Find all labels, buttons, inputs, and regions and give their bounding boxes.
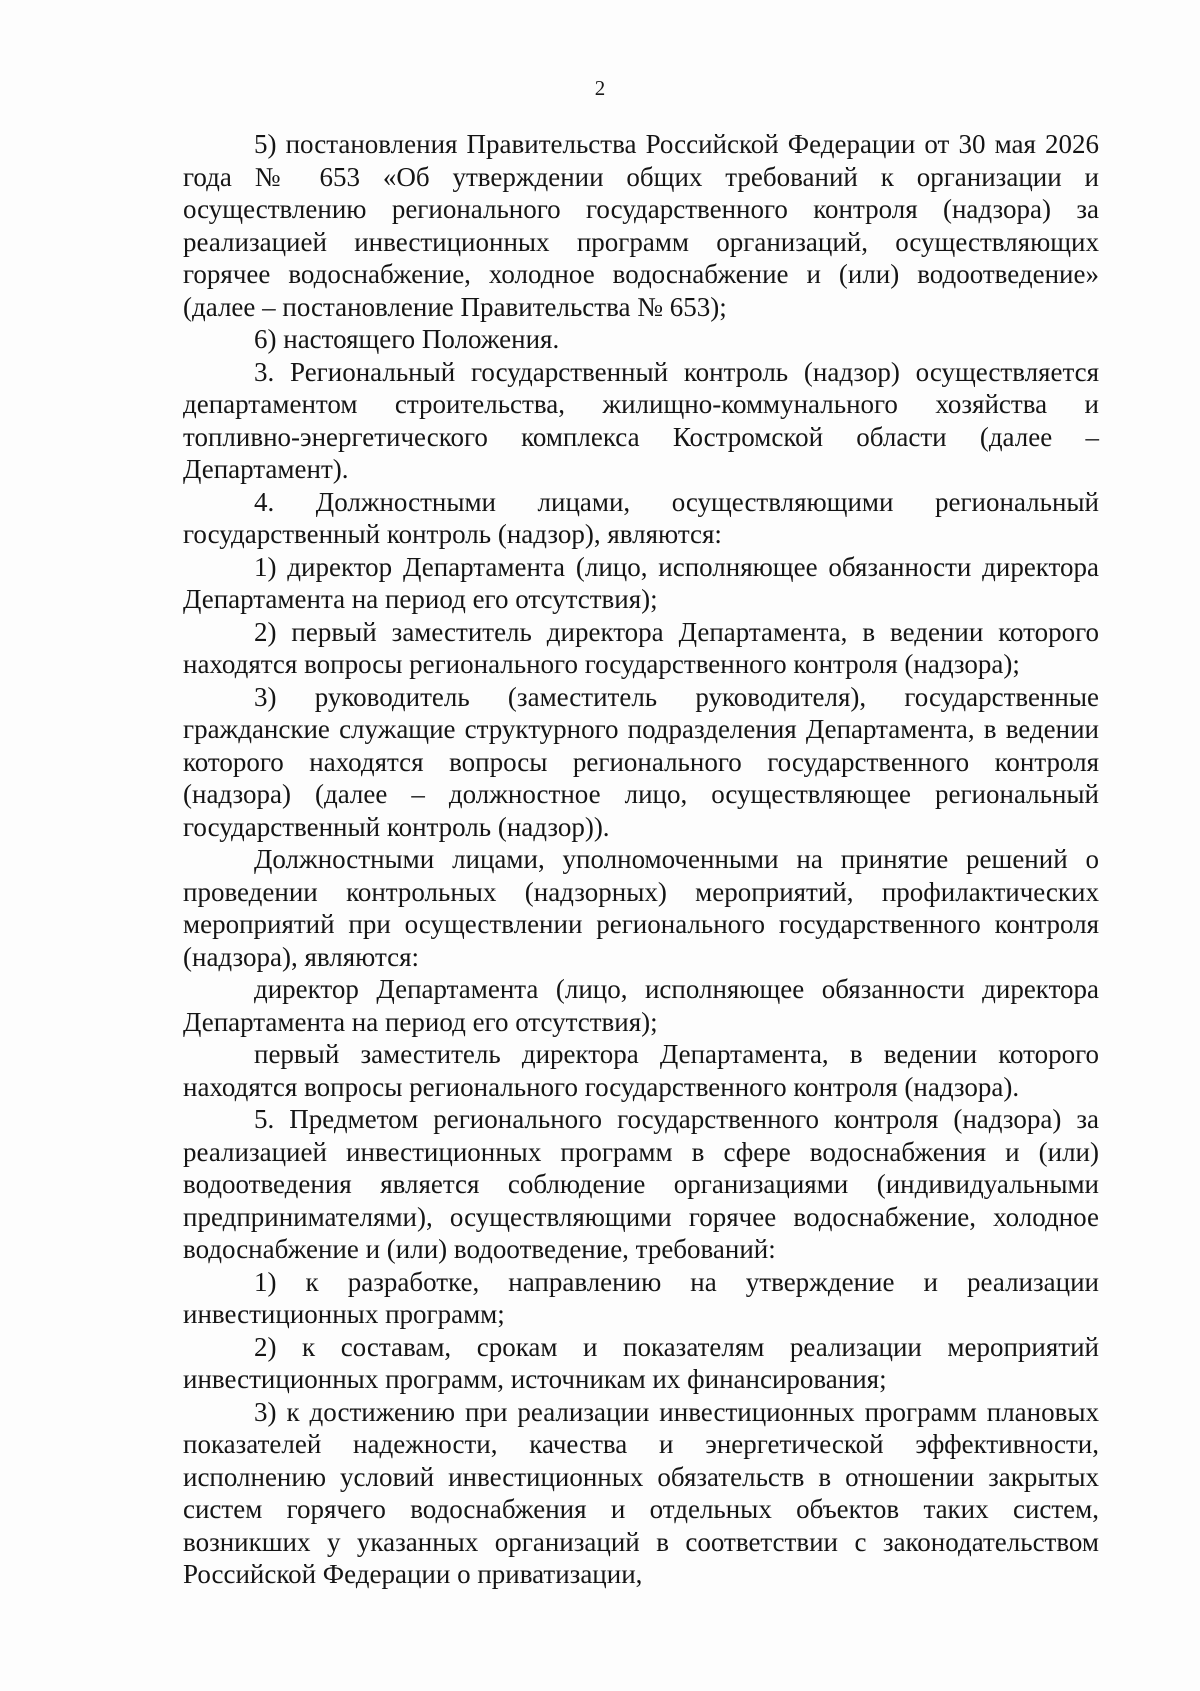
- paragraph-authorized-deputy: первый заместитель директора Департамента, в ведении которого находятся вопросы регионального государственного контроля (надзора).: [183, 1039, 1099, 1102]
- paragraph-authorized-director: директор Департамента (лицо, исполняющее обязанности директора Департамента на период его отсутствия);: [183, 974, 1099, 1037]
- paragraph-item-6: 6) настоящего Положения.: [254, 324, 560, 354]
- paragraph-authorized-officials: Должностными лицами, уполномоченными на принятие решений о проведении контрольных (надзорных) мероприятий, профилактических мероприятий при осуществлении регионального государственного контроля (надзора), являются:: [183, 844, 1099, 972]
- paragraph-section-5-item-1: 1) к разработке, направлению на утверждение и реализации инвестиционных программ;: [183, 1266, 1099, 1329]
- paragraph-section-5-item-3: 3) к достижению при реализации инвестиционных программ плановых показателей надежности, качества и энергетической эффективности, исполнению условий инвестиционных обязательств в отношении закрытых систем горячего водоснабжения и отдельных объектов таких систем, возникших у указанных организаций в соответствии с законодательством Российской Федерации о приватизации,: [183, 1396, 1099, 1589]
- page-number: 2: [594, 76, 606, 100]
- paragraph-item-5: 5) постановления Правительства Российской Федерации от 30 мая 2026 года № 653 «Об утверждении общих требований к организации и осуществлению регионального государственного контроля (надзора) за реализацией инвестиционных программ организаций, осуществляющих горячее водоснабжение, холодное водоснабжение и (или) водоотведение» (далее – постановление Правительства № 653);: [183, 129, 1099, 322]
- paragraph-section-4-item-2: 2) первый заместитель директора Департамента, в ведении которого находятся вопросы регионального государственного контроля (надзора);: [183, 616, 1099, 679]
- paragraph-section-3: 3. Региональный государственный контроль (надзор) осуществляется департаментом строительства, жилищно-коммунального хозяйства и топливно-энергетического комплекса Костромской области (далее – Департамент).: [183, 356, 1099, 484]
- document-body: [183, 128, 1099, 1591]
- paragraph-section-4-item-1: 1) директор Департамента (лицо, исполняющее обязанности директора Департамента на период его отсутствия);: [183, 551, 1099, 614]
- paragraph-section-4-item-3: 3) руководитель (заместитель руководителя), государственные гражданские служащие структурного подразделения Департамента, в ведении которого находятся вопросы регионального государственного контроля (надзора) (далее – должностное лицо, осуществляющее региональный государственный контроль (надзор)).: [183, 681, 1099, 842]
- paragraph-section-5: 5. Предметом регионального государственного контроля (надзора) за реализацией инвестиционных программ в сфере водоснабжения и (или) водоотведения является соблюдение организациями (индивидуальными предпринимателями), осуществляющими горячее водоснабжение, холодное водоснабжение и (или) водоотведение, требований:: [183, 1104, 1099, 1264]
- paragraph-section-5-item-2: 2) к составам, срокам и показателям реализации мероприятий инвестиционных программ, источникам их финансирования;: [183, 1331, 1099, 1394]
- paragraph-section-4: 4. Должностными лицами, осуществляющими региональный государственный контроль (надзор), являются:: [183, 486, 1099, 549]
